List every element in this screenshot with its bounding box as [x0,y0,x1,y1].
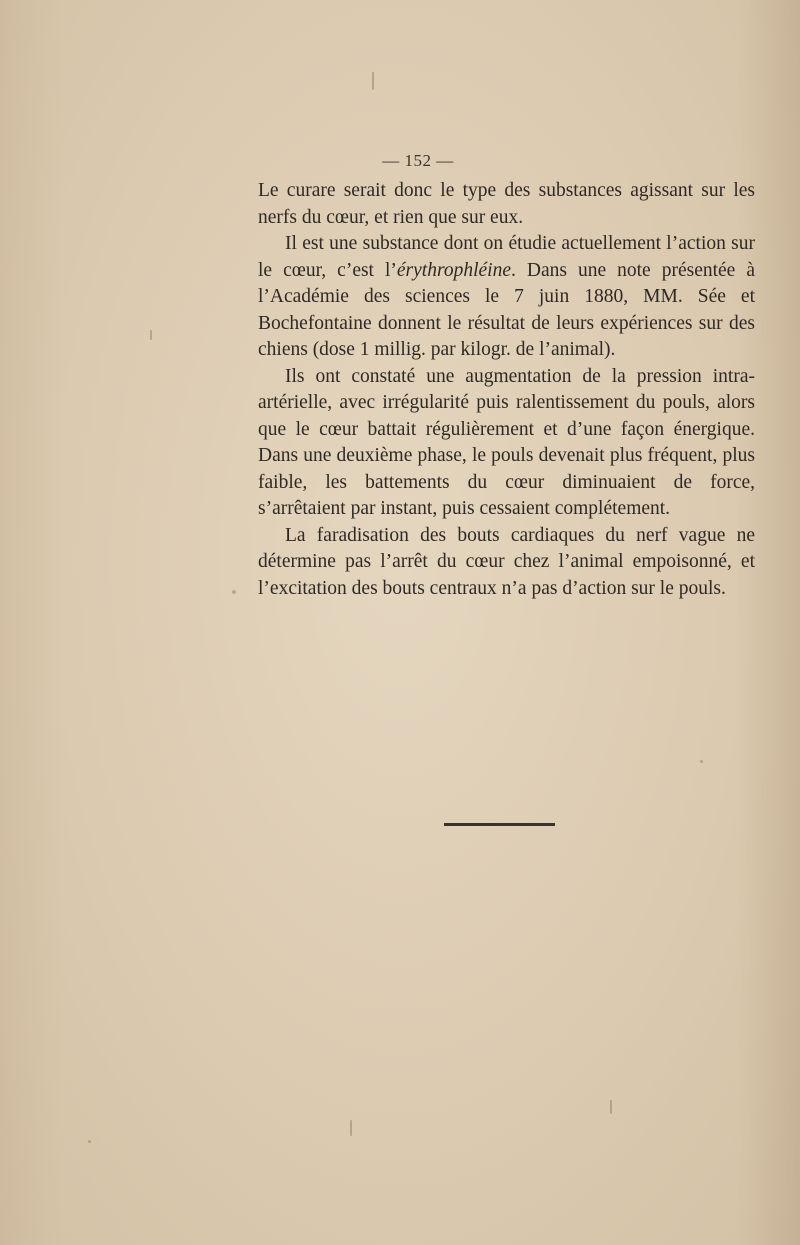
body-text [258,178,755,602]
paragraph-3-text: Ils ont constaté une augmentation de la pression intra-artérielle, avec irrégularité puis ralentissement du pouls, alors que le cœur battait régulièrement et d’une façon énergique. Dans une deuxième phase, le pouls devenait plus fréquent, plus faible, les battements du cœur diminuaient de force, s’arrêtaient par instant, puis cessaient complétement. [258,365,755,519]
paragraph-1-text: Le curare serait donc le type des substances agissant sur les nerfs du cœur, et rien que sur eux. [258,180,755,228]
paragraph-2-text-start: Il est une substance dont on étudie actuellement l’action sur le cœur, c’est l’ [258,233,755,281]
paper-speck [350,1120,352,1136]
paragraph-2-italic-term: érythrophléine [396,259,511,281]
paper-speck [610,1100,612,1114]
paragraph-2 [258,231,755,364]
paper-speck [150,330,152,340]
paper-speck [500,380,503,383]
paper-speck [372,72,374,90]
closing-rule [444,823,555,826]
paragraph-2-text-end: . Dans une note présentée à l’Académie des sciences le 7 juin 1880, MM. Sée et Bochefontaine donnent le résultat de leurs expériences sur des chiens (dose 1 millig. par kilogr. de l’animal). [258,259,755,360]
paragraph-4 [258,523,755,603]
paragraph-3 [258,364,755,523]
paragraph-4-text: La faradisation des bouts cardiaques du nerf vague ne détermine pas l’arrêt du cœur chez l’animal empoisonné, et l’excitation des bouts centraux n’a pas d’action sur le pouls. [258,524,755,599]
paper-speck [232,590,236,594]
page-number: — 152 — [382,151,454,170]
paragraph-1 [258,178,755,231]
paper-speck [88,1140,91,1143]
paper-speck [700,760,703,763]
